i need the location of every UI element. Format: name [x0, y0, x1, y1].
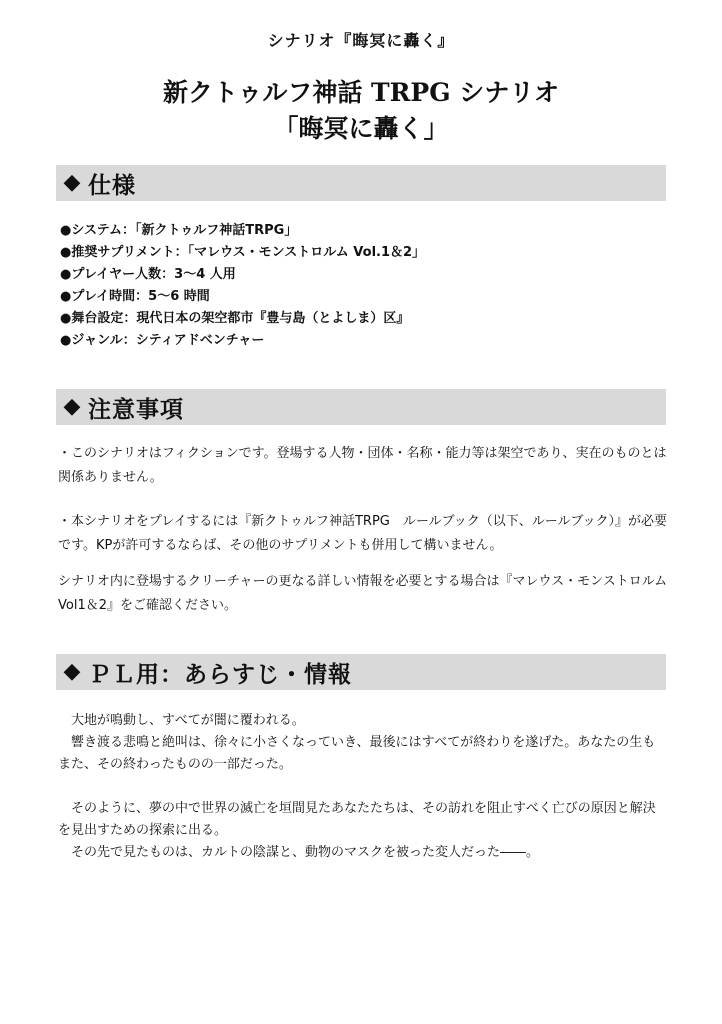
diamond-icon: ◆	[63, 170, 81, 195]
notes-text: シナリオ内に登場するクリーチャーの更なる詳しい情報を必要とする場合は『マレウス・モンストロルム Vol1＆2』をご確認ください。	[58, 574, 668, 613]
section-bar-notes	[56, 389, 666, 425]
section-heading-spec: 仕様	[88, 171, 136, 199]
notes-text: ・本シナリオをプレイするには『新クトゥルフ神話TRPG ルールブック（以下、ルールブック）』が必要です。KPが許可するならば、その他のサプリメントも併用して構いません。	[58, 514, 668, 553]
spec-item-setting: ●舞台設定：現代日本の架空都市『豊与島（とよしま）区』	[60, 311, 410, 326]
spec-item-genre: ●ジャンル：シティアドベンチャー	[60, 333, 265, 348]
notes-paragraph-fiction	[58, 442, 668, 490]
diamond-icon: ◆	[63, 659, 81, 684]
section-bar-synopsis	[56, 654, 666, 690]
section-heading-notes: 注意事項	[88, 395, 184, 423]
paragraph-gap	[58, 776, 668, 798]
synopsis-text: 響き渡る悲鳴と絶叫は、徐々に小さくなっていき、最後にはすべてが終わりを遂げた。あなたの生もまた、その終わったものの一部だった。	[58, 735, 656, 772]
spec-item-play-time: ●プレイ時間：5～6 時間	[60, 289, 210, 304]
spec-item-system: ●システム：「新クトゥルフ神話TRPG」	[60, 223, 298, 238]
spec-item-supplement: ●推奨サプリメント：「マレウス・モンストロルム Vol.1＆2」	[60, 245, 426, 260]
synopsis-text: 大地が鳴動し、すべてが闇に覆われる。	[58, 713, 305, 728]
synopsis-body	[58, 710, 668, 864]
spec-list	[60, 220, 670, 352]
document-title-line1: 新クトゥルフ神話 TRPG シナリオ	[162, 78, 560, 107]
section-heading-synopsis: ＰＬ用：あらすじ・情報	[88, 660, 352, 688]
scenario-header: シナリオ『晦冥に轟く』	[267, 31, 455, 50]
synopsis-text: その先で見たものは、カルトの陰謀と、動物のマスクを被った変人だった――。	[58, 845, 540, 860]
document-title-line2: 「晦冥に轟く」	[273, 114, 449, 143]
notes-paragraph-creatures	[58, 570, 668, 618]
synopsis-text: そのように、夢の中で世界の滅亡を垣間見たあなたたちは、その訪れを阻止すべく亡びの原因と解決を見出すための探索に出る。	[58, 801, 656, 838]
notes-text: ・このシナリオはフィクションです。登場する人物・団体・名称・能力等は架空であり、実在のものとは関係ありません。	[58, 446, 667, 485]
section-bar-spec	[56, 165, 666, 201]
diamond-icon: ◆	[63, 394, 81, 419]
spec-item-players: ●プレイヤー人数：3～4 人用	[60, 267, 236, 282]
notes-paragraph-rulebook	[58, 510, 668, 558]
